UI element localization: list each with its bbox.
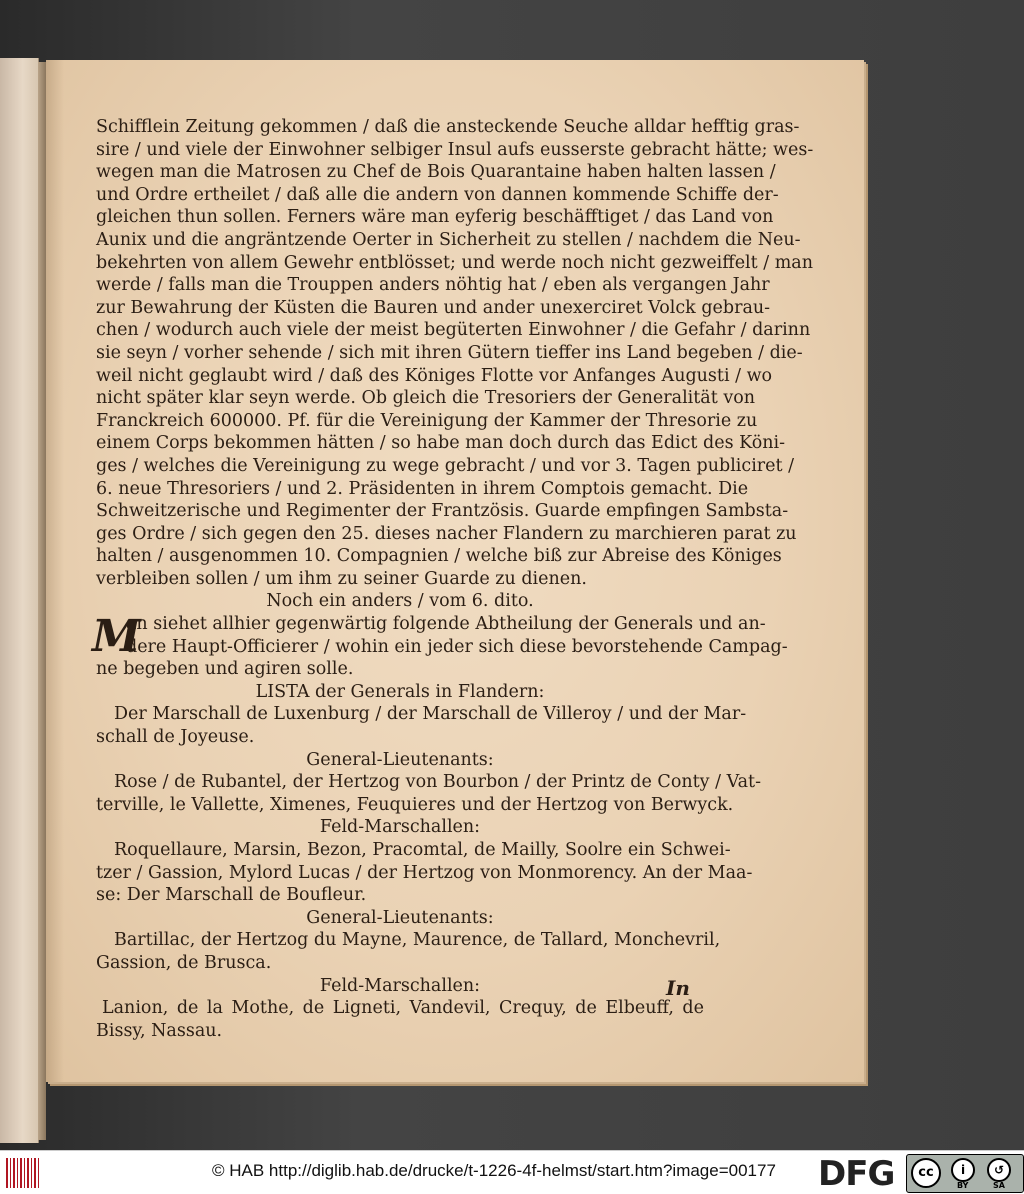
text-line: Aunix und die angräntzende Oerter in Sicherheit zu stellen / nachdem die Neu- bbox=[96, 229, 801, 250]
text-line: terville, le Vallette, Ximenes, Feuquieres und der Hertzog von Berwyck. bbox=[96, 794, 734, 815]
text-line: werde / falls man die Trouppen anders nöhtig hat / eben als vergangen Jahr bbox=[96, 275, 770, 296]
text-line: Schweitzerische und Regimenter der Frantzösis. Guarde empfingen Sambsta- bbox=[96, 501, 789, 522]
text-line: Lanion, de la Mothe, de Ligneti, Vandevil, Crequy, de Elbeuff, de bbox=[102, 998, 704, 1019]
lista-heading: LISTA der Generals in Flandern: bbox=[255, 681, 545, 702]
share-alike-icon: ↺ bbox=[987, 1158, 1011, 1182]
by-attribution-icon: i bbox=[951, 1158, 975, 1182]
dfg-logo[interactable]: DFG bbox=[818, 1154, 895, 1194]
text-line: se: Der Marschall de Boufleur. bbox=[96, 885, 367, 906]
text-line: Bissy, Nassau. bbox=[96, 1020, 223, 1041]
cc-license-badge[interactable] bbox=[906, 1154, 1024, 1193]
text-line: Gassion, de Brusca. bbox=[96, 952, 272, 973]
text-line: gleichen thun sollen. Ferners wäre man eyferig beschäfftiget / das Land von bbox=[96, 207, 774, 228]
text-line: zur Bewahrung der Küsten die Bauren und ander unexerciret Volck gebrau- bbox=[96, 297, 771, 318]
sa-label: SA bbox=[993, 1181, 1005, 1190]
text-line: Schifflein Zeitung gekommen / daß die ansteckende Seuche alldar hefftig gras- bbox=[96, 117, 800, 137]
text-line: wegen man die Matrosen zu Chef de Bois Quarantaine haben halten lassen / bbox=[96, 162, 776, 183]
text-line: Bartillac, der Hertzog du Mayne, Maurence, de Tallard, Monchevril, bbox=[114, 930, 721, 951]
section-heading: Noch ein anders / vom 6. dito. bbox=[266, 591, 534, 612]
feld-marschallen-heading: Feld-Marschallen: bbox=[319, 975, 481, 996]
text-line: weil nicht geglaubt wird / daß des Königes Flotte vor Anfanges Augusti / wo bbox=[96, 365, 773, 386]
text-line: sire / und viele der Einwohner selbiger Insul aufs eusserste gebracht hätte; wes- bbox=[96, 139, 814, 160]
text-line: nicht später klar seyn werde. Ob gleich die Tresoriers der Generalität von bbox=[96, 388, 756, 409]
page-shadow bbox=[46, 60, 64, 1082]
barcode-logo-icon bbox=[6, 1158, 40, 1188]
book-gutter bbox=[38, 62, 46, 1140]
copyright-link[interactable]: © HAB http://diglib.hab.de/drucke/t-1226-4f-helmst/start.htm?image=00177 bbox=[212, 1161, 776, 1180]
text-line: Roquellaure, Marsin, Bezon, Pracomtal, de Mailly, Soolre ein Schwei- bbox=[114, 840, 731, 860]
facing-page-edge bbox=[0, 58, 39, 1143]
drop-cap-initial: M bbox=[92, 611, 141, 663]
cc-icon: cc bbox=[911, 1158, 941, 1188]
text-line: ne begeben und agiren solle. bbox=[96, 659, 354, 680]
text-line: ges / welches die Vereinigung zu wege gebracht / und vor 3. Tagen publiciret / bbox=[96, 455, 795, 476]
text-line: halten / ausgenommen 10. Compagnien / welche biß zur Abreise des Königes bbox=[96, 546, 782, 567]
text-line: an siehet allhier gegenwärtig folgende Abtheilung der Generals und an- bbox=[126, 614, 766, 635]
text-line: dere Haupt-Officierer / wohin ein jeder sich diese bevorstehende Campag- bbox=[126, 636, 788, 657]
text-line: bekehrten von allem Gewehr entblösset; und werde noch nicht gezweiffelt / man bbox=[96, 252, 814, 273]
text-line: Rose / de Rubantel, der Hertzog von Bourbon / der Printz de Conty / Vat- bbox=[114, 772, 761, 793]
page-text bbox=[92, 116, 814, 1042]
text-line: schall de Joyeuse. bbox=[96, 727, 255, 748]
text-line: ges Ordre / sich gegen den 25. dieses nacher Flandern zu marchieren parat zu bbox=[96, 523, 797, 544]
text-line: einem Corps bekommen hätten / so habe man doch durch das Edict des Köni- bbox=[96, 433, 786, 454]
text-line: verbleiben sollen / um ihm zu seiner Guarde zu dienen. bbox=[96, 568, 587, 589]
general-lieutenants-heading: General-Lieutenants: bbox=[306, 749, 494, 770]
general-lieutenants-heading: General-Lieutenants: bbox=[306, 907, 494, 928]
text-line: und Ordre ertheilet / daß alle die andern von dannen kommende Schiffe der- bbox=[96, 184, 779, 205]
by-label: BY bbox=[957, 1181, 969, 1190]
text-line: Franckreich 600000. Pf. für die Vereinigung der Kammer der Thresorie zu bbox=[96, 410, 758, 431]
text-line: tzer / Gassion, Mylord Lucas / der Hertzog von Monmorency. An der Maa- bbox=[96, 862, 753, 883]
paragraph-with-initial bbox=[92, 611, 788, 681]
text-line: chen / wodurch auch viele der meist begüterten Einwohner / die Gefahr / darinn bbox=[96, 320, 811, 341]
text-line: Der Marschall de Luxenburg / der Marschall de Villeroy / und der Mar- bbox=[114, 704, 747, 725]
footer-bar bbox=[0, 1150, 1024, 1194]
catchword: In bbox=[666, 976, 690, 1000]
text-line: sie seyn / vorher sehende / sich mit ihren Gütern tieffer ins Land begeben / die- bbox=[96, 342, 803, 363]
text-line: 6. neue Thresoriers / und 2. Präsidenten in ihrem Comptois gemacht. Die bbox=[96, 478, 749, 499]
feld-marschallen-heading: Feld-Marschallen: bbox=[319, 817, 481, 838]
